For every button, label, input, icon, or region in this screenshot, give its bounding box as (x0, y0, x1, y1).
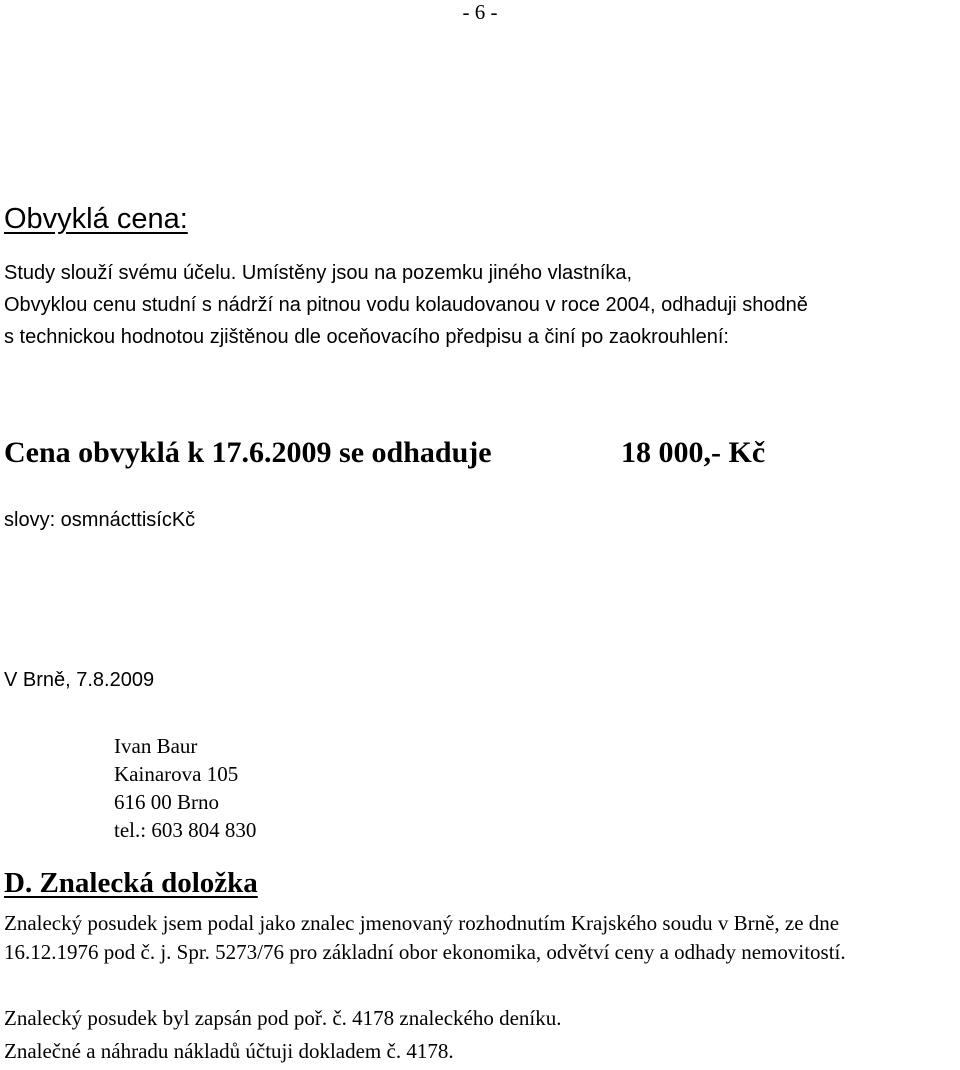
price-in-words: slovy: osmnácttisícKč (4, 509, 196, 531)
clause-line-1: Znalecký posudek jsem podal jako znalec jmenovaný rozhodnutím Krajského soudu v Brně, ze dne (4, 911, 840, 935)
clause-line-3: Znalecký posudek byl zapsán pod poř. č. 4178 znaleckého deníku. (4, 1006, 562, 1030)
clause-title: D. Znalecká doložka (4, 867, 258, 899)
place-date: V Brně, 7.8.2009 (4, 669, 155, 691)
signature-phone: tel.: 603 804 830 (114, 818, 257, 842)
clause-line-2: 16.12.1976 pod č. j. Spr. 5273/76 pro základní obor ekonomika, odvětví ceny a odhady nemovitostí. (4, 940, 846, 964)
page-number: - 6 - (462, 0, 498, 24)
price-label: Cena obvyklá k 17.6.2009 se odhaduje (4, 436, 492, 469)
section-line-3: s technickou hodnotou zjištěnou dle oceňovacího předpisu a činí po zaokrouhlení: (4, 326, 729, 348)
clause-line-4: Znalečné a náhradu nákladů účtuji dokladem č. 4178. (4, 1039, 454, 1063)
signature-city: 616 00 Brno (114, 790, 219, 814)
section-line-1: Study slouží svému účelu. Umístěny jsou na pozemku jiného vlastníka, (4, 262, 633, 284)
price-value: 18 000,- Kč (621, 436, 766, 469)
section-title: Obvyklá cena: (4, 203, 188, 235)
signature-street: Kainarova 105 (114, 762, 239, 786)
section-line-2: Obvyklou cenu studní s nádrží na pitnou vodu kolaudovanou v roce 2004, odhaduji shodně (4, 294, 808, 316)
signature-name: Ivan Baur (114, 734, 198, 758)
